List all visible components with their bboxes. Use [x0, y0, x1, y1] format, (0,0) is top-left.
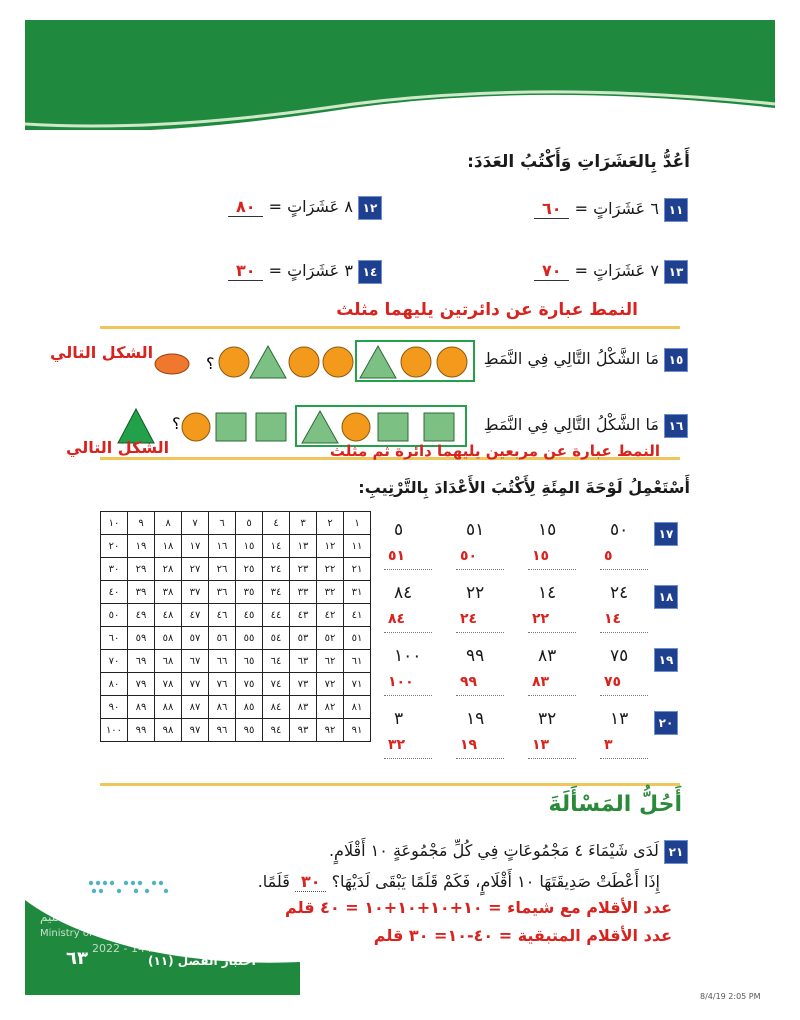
answer-blank-line — [528, 757, 576, 759]
hundred-chart-cell: ٦٢ — [317, 650, 344, 673]
problem-text-2: إِذَا أَعْطَتْ صَدِيقَتَهَا ١٠ أَقْلَامٍ، فَكَمْ قَلَمًا يَبْقَى لَدَيْهَا؟ — [331, 872, 660, 891]
problem-line-2 — [258, 872, 660, 891]
hundred-chart-cell: ٩ — [128, 512, 155, 535]
item-answer: ٧٠ — [534, 261, 570, 281]
hundred-chart-cell: ٧٥ — [236, 673, 263, 696]
green-triangle-shape — [360, 346, 396, 378]
orange-circle-shape — [323, 347, 353, 377]
hundred-chart-cell: ٦٦ — [209, 650, 236, 673]
green-square-shape — [256, 413, 286, 441]
hundred-chart-row — [101, 581, 371, 604]
ordered-answer: ٩٩ — [460, 674, 478, 690]
question-16 — [484, 414, 688, 438]
hundred-chart-cell: ٤٩ — [128, 604, 155, 627]
item-number-badge: ١٧ — [654, 522, 678, 546]
hundred-chart-row — [101, 558, 371, 581]
item-number-badge: ١٤ — [358, 260, 382, 284]
item-14 — [228, 260, 382, 284]
answer-blank-line — [528, 631, 576, 633]
hundred-chart-cell: ١٣ — [290, 535, 317, 558]
sequence-number: ٥١ — [466, 520, 485, 540]
hundred-chart — [100, 511, 371, 742]
hundred-chart-cell: ٥٩ — [128, 627, 155, 650]
answer-blank-line — [384, 757, 432, 759]
hundred-chart-cell: ٣٦ — [209, 581, 236, 604]
item-answer: ٨٠ — [228, 197, 264, 217]
hundred-chart-cell: ٢٣ — [290, 558, 317, 581]
item-number-badge: ١٨ — [654, 585, 678, 609]
item-answer: ٦٠ — [534, 199, 570, 219]
sequence-number: ٧٥ — [610, 646, 629, 666]
hundred-chart-cell: ٩١ — [344, 719, 371, 742]
answer-blank-line — [456, 631, 504, 633]
sequence-number: ١٥ — [538, 520, 557, 540]
hundred-chart-cell: ٢٥ — [236, 558, 263, 581]
item-number-badge: ١١ — [664, 198, 688, 222]
sequence-number: ٣٢ — [538, 709, 557, 729]
hundred-chart-cell: ٨٨ — [155, 696, 182, 719]
answer-blank-line — [456, 568, 504, 570]
hundred-chart-cell: ٣٠ — [101, 558, 128, 581]
hundred-chart-cell: ٣٨ — [155, 581, 182, 604]
hundred-chart-row — [101, 673, 371, 696]
problem-heading: أَحُلُّ المَسْأَلَةَ — [548, 792, 682, 817]
item-13 — [534, 260, 688, 284]
hundred-chart-cell: ٢٩ — [128, 558, 155, 581]
ministry-logo — [86, 878, 176, 904]
pattern-15-svg — [150, 340, 480, 385]
hundred-chart-cell: ٥٠ — [101, 604, 128, 627]
orange-circle-shape — [401, 347, 431, 377]
item-number-badge: ١٥ — [664, 348, 688, 372]
item-number-badge: ١٣ — [664, 260, 688, 284]
hundred-chart-cell: ٨٥ — [236, 696, 263, 719]
hundred-chart-row — [101, 512, 371, 535]
ordered-answer: ٣٢ — [388, 737, 406, 753]
item-number-badge: ١٦ — [664, 414, 688, 438]
hundred-chart-cell: ٣٩ — [128, 581, 155, 604]
problem-answer: ٣٠ — [295, 872, 327, 892]
hundred-chart-cell: ٦٥ — [236, 650, 263, 673]
hundred-chart-cell: ٦٤ — [263, 650, 290, 673]
hundred-chart-cell: ٧ — [182, 512, 209, 535]
sequence-number: ١٤ — [538, 583, 557, 603]
sequence-number: ١٠٠ — [394, 646, 422, 666]
hundred-chart-cell: ٣٢ — [317, 581, 344, 604]
header-band — [25, 20, 775, 130]
ordered-answer: ٥ — [604, 548, 613, 564]
hundred-chart-cell: ٥ — [236, 512, 263, 535]
green-square-shape — [378, 413, 408, 441]
hundred-chart-cell: ٢١ — [344, 558, 371, 581]
ministry-year: 2022 - 1444 — [92, 942, 159, 955]
hundred-chart-cell: ٦٠ — [101, 627, 128, 650]
hundred-chart-cell: ٦٩ — [128, 650, 155, 673]
question-mark: ؟ — [172, 414, 181, 433]
ordered-answer: ١٠٠ — [388, 674, 414, 690]
pattern-note-15: النمط عبارة عن دائرتين يليهما مثلث — [336, 300, 638, 320]
ordered-answer: ١٣ — [532, 737, 550, 753]
section2-title: أَسْتَعْمِلُ لَوْحَةَ المِئَةِ لِأَكْتُبَ الأَعْدَادَ بِالتَّرْتِيبِ: — [358, 478, 690, 497]
hundred-chart-cell: ١٩ — [128, 535, 155, 558]
ordered-answer: ٢٤ — [460, 611, 478, 627]
hundred-chart-cell: ١٢ — [317, 535, 344, 558]
ordered-answer: ١٩ — [460, 737, 478, 753]
orange-circle-shape — [289, 347, 319, 377]
hundred-chart-cell: ٩٧ — [182, 719, 209, 742]
hundred-chart-cell: ١٨ — [155, 535, 182, 558]
ordered-answer: ٨٤ — [388, 611, 406, 627]
ordered-answer: ٧٥ — [604, 674, 622, 690]
ministry-name-ar: وزارة التعليم — [40, 910, 103, 924]
hundred-chart-row — [101, 719, 371, 742]
hundred-chart-cell: ٢٠ — [101, 535, 128, 558]
hundred-chart-cell: ٩٥ — [236, 719, 263, 742]
sequence-number: ٣ — [394, 709, 404, 729]
hundred-chart-cell: ٢٤ — [263, 558, 290, 581]
hundred-chart-cell: ٢ — [317, 512, 344, 535]
ordered-answer: ٣ — [604, 737, 613, 753]
hundred-chart-cell: ٣١ — [344, 581, 371, 604]
hundred-chart-cell: ٥٦ — [209, 627, 236, 650]
hundred-chart-cell: ٢٨ — [155, 558, 182, 581]
hundred-chart-cell: ١٤ — [263, 535, 290, 558]
answer-blank-line — [456, 757, 504, 759]
hundred-chart-cell: ٥٤ — [263, 627, 290, 650]
header-wave — [25, 20, 775, 130]
hundred-chart-cell: ٩٢ — [317, 719, 344, 742]
problem-line-1 — [329, 840, 688, 864]
hundred-chart-cell: ٥٨ — [155, 627, 182, 650]
hundred-chart-cell: ٤٢ — [317, 604, 344, 627]
answer-blank-line — [600, 631, 648, 633]
hundred-chart-cell: ٥٥ — [236, 627, 263, 650]
sequence-number: ٢٤ — [610, 583, 629, 603]
hundred-chart-cell: ٧٦ — [209, 673, 236, 696]
hundred-chart-cell: ٥٣ — [290, 627, 317, 650]
hundred-chart-cell: ٣٥ — [236, 581, 263, 604]
sequence-number: ٥٠ — [610, 520, 629, 540]
orange-circle-shape — [219, 347, 249, 377]
hundred-chart-cell: ٨٧ — [182, 696, 209, 719]
hundred-chart-cell: ٩٨ — [155, 719, 182, 742]
item-answer: ٣٠ — [228, 261, 264, 281]
sequence-number: ٥ — [394, 520, 404, 540]
hundred-chart-cell: ١٠٠ — [101, 719, 128, 742]
sequence-number: ٩٩ — [466, 646, 485, 666]
divider-line — [100, 326, 680, 329]
sequence-number: ٨٤ — [394, 583, 413, 603]
hundred-chart-cell: ١ — [344, 512, 371, 535]
hundred-chart-cell: ٩٤ — [263, 719, 290, 742]
ordered-answer: ١٤ — [604, 611, 622, 627]
hundred-chart-cell: ٦ — [209, 512, 236, 535]
ministry-logo-dots — [86, 878, 176, 900]
hundred-chart-row — [101, 696, 371, 719]
hundred-chart-cell: ٤١ — [344, 604, 371, 627]
hundred-chart-cell: ٧٢ — [317, 673, 344, 696]
green-triangle-shape — [302, 411, 338, 443]
hundred-chart-cell: ٣٧ — [182, 581, 209, 604]
next-shape-label-16: الشكل التالي — [66, 438, 170, 457]
hundred-chart-cell: ٩٩ — [128, 719, 155, 742]
item-number-badge: ١٢ — [358, 196, 382, 220]
question-mark: ؟ — [206, 354, 215, 373]
hundred-chart-cell: ٧٣ — [290, 673, 317, 696]
problem-text-1: لَدَى شَيْمَاءَ ٤ مَجْمُوعَاتٍ فِي كُلِّ مَجْمُوعَةٍ ١٠ أَقْلَامٍ. — [328, 841, 659, 860]
hundred-chart-cell: ٨٣ — [290, 696, 317, 719]
sequence-number: ١٣ — [610, 709, 629, 729]
ordered-answer: ٥١ — [388, 548, 406, 564]
hundred-chart-cell: ١١ — [344, 535, 371, 558]
answer-blank-line — [528, 694, 576, 696]
orange-circle-shape — [342, 413, 370, 441]
hundred-chart-cell: ٢٧ — [182, 558, 209, 581]
ordered-answer: ٥٠ — [460, 548, 478, 564]
item-number-badge: ٢١ — [664, 840, 688, 864]
ordered-answer: ٨٣ — [532, 674, 550, 690]
green-triangle-shape — [250, 346, 286, 378]
hundred-chart-cell: ٤٠ — [101, 581, 128, 604]
green-square-shape — [216, 413, 246, 441]
hundred-chart-cell: ٦٣ — [290, 650, 317, 673]
hundred-chart-cell: ٤٦ — [209, 604, 236, 627]
next-shape-label-15: الشكل التالي — [50, 343, 154, 362]
hundred-chart-cell: ٩٠ — [101, 696, 128, 719]
item-text: ٣ عَشَرَاتٍ = — [268, 261, 353, 280]
hundred-chart-cell: ١٦ — [209, 535, 236, 558]
ministry-name-en: Ministry of Education — [40, 928, 146, 939]
hundred-chart-row — [101, 535, 371, 558]
divider-line — [100, 783, 680, 786]
answer-blank-line — [384, 631, 432, 633]
question-text: مَا الشَّكْلُ التَّالِي فِي النَّمَطِ — [483, 349, 659, 368]
hundred-chart-cell: ٤٣ — [290, 604, 317, 627]
hundred-chart-cell: ٤٤ — [263, 604, 290, 627]
item-12 — [228, 196, 382, 220]
hundred-chart-cell: ١٠ — [101, 512, 128, 535]
answer-blank-line — [600, 757, 648, 759]
hundred-chart-cell: ٨٩ — [128, 696, 155, 719]
item-text: ٨ عَشَرَاتٍ = — [268, 197, 353, 216]
sequence-number: ٢٢ — [466, 583, 485, 603]
problem-work-2: عدد الأقلام المتبقية = ٤٠-١٠= ٣٠ قلم — [373, 926, 672, 945]
hundred-chart-cell: ٣٣ — [290, 581, 317, 604]
answer-blank-line — [600, 694, 648, 696]
answer-blank-line — [456, 694, 504, 696]
hundred-chart-cell: ٨٦ — [209, 696, 236, 719]
hundred-chart-cell: ١٧ — [182, 535, 209, 558]
hundred-chart-cell: ٧١ — [344, 673, 371, 696]
item-text: ٧ عَشَرَاتٍ = — [574, 261, 659, 280]
sequence-number: ١٩ — [466, 709, 485, 729]
pattern-15-shapes — [150, 340, 480, 389]
hundred-chart-cell: ٢٢ — [317, 558, 344, 581]
hundred-chart-cell: ٧٠ — [101, 650, 128, 673]
hundred-chart-cell: ٧٨ — [155, 673, 182, 696]
pattern-note-16: النمط عبارة عن مربعين يليهما دائرة ثم مثلث — [329, 442, 660, 460]
answer-blank-line — [600, 568, 648, 570]
hundred-chart-cell: ١٥ — [236, 535, 263, 558]
answer-blank-line — [384, 694, 432, 696]
sequence-number: ٨٣ — [538, 646, 557, 666]
item-11 — [534, 198, 688, 222]
hundred-chart-cell: ٨٤ — [263, 696, 290, 719]
hundred-chart-cell: ٣٤ — [263, 581, 290, 604]
problem-unit: قَلَمًا. — [257, 872, 290, 891]
hundred-chart-cell: ٧٤ — [263, 673, 290, 696]
answer-blank-line — [384, 568, 432, 570]
hundred-chart-row — [101, 627, 371, 650]
hundred-chart-cell: ٨ — [155, 512, 182, 535]
item-number-badge: ١٩ — [654, 648, 678, 672]
ordered-answer: ١٥ — [532, 548, 550, 564]
hundred-chart-cell: ٨٠ — [101, 673, 128, 696]
page-number: ٦٣ — [66, 948, 88, 969]
hundred-chart-row — [101, 650, 371, 673]
question-text: مَا الشَّكْلُ التَّالِي فِي النَّمَطِ — [483, 415, 659, 434]
hundred-chart-cell: ٤ — [263, 512, 290, 535]
hundred-chart-cell: ٥٧ — [182, 627, 209, 650]
hundred-chart-cell: ٤٧ — [182, 604, 209, 627]
green-square-shape — [424, 413, 454, 441]
hundred-chart-cell: ٧٩ — [128, 673, 155, 696]
hundred-chart-cell: ٥١ — [344, 627, 371, 650]
hundred-chart-cell: ٦٨ — [155, 650, 182, 673]
ordered-answer: ٢٢ — [532, 611, 550, 627]
hundred-chart-cell: ٢٦ — [209, 558, 236, 581]
hundred-chart-cell: ٥٢ — [317, 627, 344, 650]
chapter-label: اختبار الفصل (١١) — [148, 954, 256, 968]
print-timestamp: 8/4/19 2:05 PM — [700, 992, 761, 1001]
problem-work-1: عدد الأقلام مع شيماء = ١٠+١٠+١٠+١٠ = ٤٠ قلم — [285, 898, 672, 917]
hundred-chart-cell: ٨٢ — [317, 696, 344, 719]
section1-title: أَعُدُّ بِالعَشَرَاتِ وَأَكْتُبُ العَدَدَ: — [467, 152, 690, 172]
hundred-chart-cell: ٤٥ — [236, 604, 263, 627]
hundred-chart-cell: ٤٨ — [155, 604, 182, 627]
hundred-chart-row — [101, 604, 371, 627]
hundred-chart-cell: ٧٧ — [182, 673, 209, 696]
hundred-chart-cell: ٩٣ — [290, 719, 317, 742]
orange-circle-shape — [437, 347, 467, 377]
answer-oval-shape — [155, 354, 189, 374]
orange-circle-shape — [182, 413, 210, 441]
answer-blank-line — [528, 568, 576, 570]
hundred-chart-cell: ٣ — [290, 512, 317, 535]
hundred-chart-cell: ٦١ — [344, 650, 371, 673]
hundred-chart-cell: ٨١ — [344, 696, 371, 719]
hundred-chart-cell: ٩٦ — [209, 719, 236, 742]
question-15 — [484, 348, 688, 372]
hundred-chart-cell: ٦٧ — [182, 650, 209, 673]
item-text: ٦ عَشَرَاتٍ = — [574, 199, 659, 218]
item-number-badge: ٢٠ — [654, 711, 678, 735]
